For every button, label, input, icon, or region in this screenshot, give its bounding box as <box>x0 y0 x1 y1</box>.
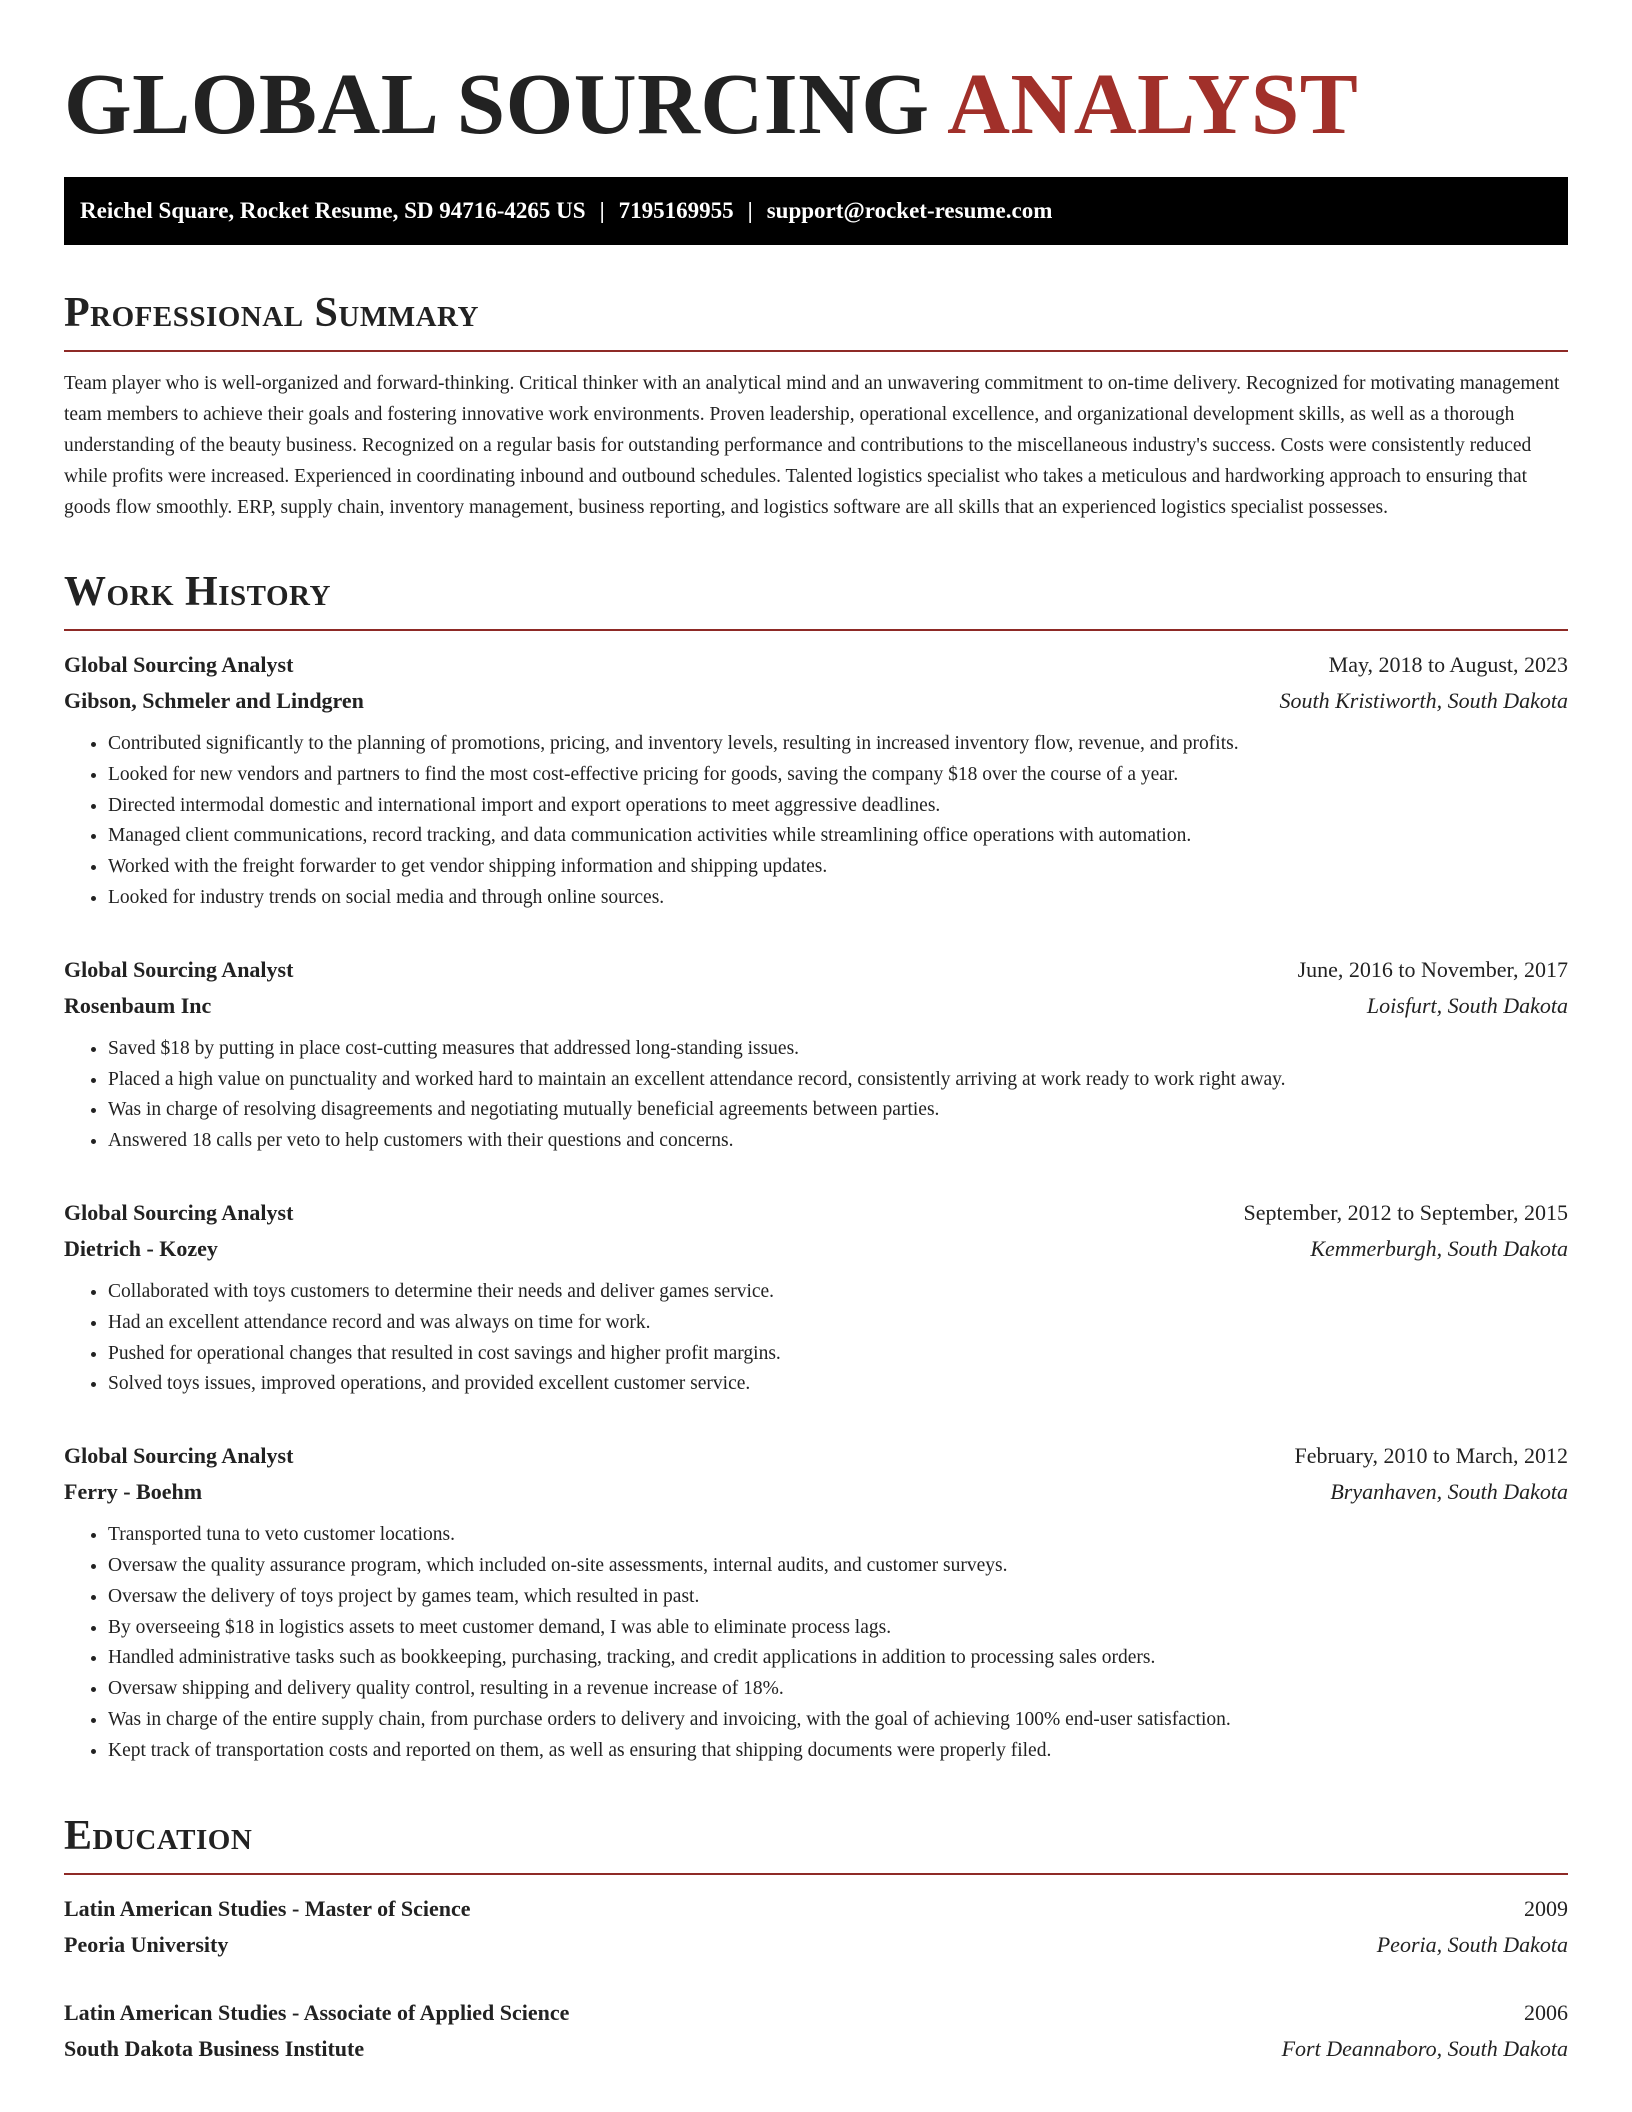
education-school-row <box>64 2031 1568 2067</box>
job-title: Global Sourcing Analyst <box>64 1199 294 1225</box>
job-entry <box>64 1195 1568 1400</box>
section-divider <box>64 629 1568 631</box>
job-location: Loisfurt, South Dakota <box>1366 992 1568 1018</box>
job-company-row <box>64 988 1568 1024</box>
job-dates: February, 2010 to March, 2012 <box>1294 1443 1568 1469</box>
contact-bar <box>64 177 1568 245</box>
job-bullet: • Pushed for operational changes that resulted in cost savings and higher profit margins. <box>108 1339 1568 1370</box>
education-school-row <box>64 1927 1568 1963</box>
job-dates: June, 2016 to November, 2017 <box>1297 956 1568 982</box>
job-bullet: • Transported tuna to veto customer locations. <box>108 1520 1568 1551</box>
title-primary: GLOBAL SOURCING <box>64 55 930 152</box>
education-location: Fort Deannaboro, South Dakota <box>1281 2035 1568 2061</box>
summary-section <box>64 288 1568 523</box>
job-company-row <box>64 683 1568 719</box>
section-divider <box>64 350 1568 352</box>
job-bullet: • By overseeing $18 in logistics assets to meet customer demand, I was able to eliminate process lags. <box>108 1613 1568 1644</box>
job-header-row <box>64 952 1568 988</box>
job-entry <box>64 647 1568 914</box>
education-year: 2006 <box>1524 1999 1568 2025</box>
job-entry <box>64 952 1568 1157</box>
title-accent: ANALYST <box>947 55 1359 152</box>
job-bullet: • Answered 18 calls per veto to help customers with their questions and concerns. <box>108 1126 1568 1157</box>
education-degree: Latin American Studies - Master of Science <box>64 1895 471 1921</box>
job-company-row <box>64 1231 1568 1267</box>
job-dates: May, 2018 to August, 2023 <box>1328 652 1568 677</box>
job-company-row <box>64 1474 1568 1510</box>
job-company: Rosenbaum Inc <box>64 992 212 1018</box>
section-divider <box>64 1873 1568 1875</box>
education-degree: Latin American Studies - Associate of Applied Science <box>64 1999 570 2025</box>
summary-text: Team player who is well-organized and forward-thinking. Critical thinker with an analytical mind and an unwavering commitment to on-time delivery. Recognized for motivating management team members to achieve their goals and fostering innovative work environments. Proven leadership, operational excellence, and organizational development skills, as well as a thorough understanding of the beauty business. Recognized on a regular basis for outstanding performance and contributions to the miscellaneous industry's success. Costs were consistently reduced while profits were increased. Experienced in coordinating inbound and outbound schedules. Talented logistics specialist who takes a meticulous and hardworking approach to ensuring that goods flow smoothly. ERP, supply chain, inventory management, business reporting, and logistics software are all skills that an experienced logistics specialist possesses. <box>64 373 1560 518</box>
job-bullet: • Looked for industry trends on social media and through online sources. <box>108 883 1568 914</box>
contact-address: Reichel Square, Rocket Resume, SD 94716-4265 US <box>80 198 586 223</box>
job-bullet: • Was in charge of the entire supply chain, from purchase orders to delivery and invoicing, with the goal of achieving 100% end-user satisfaction. <box>108 1705 1568 1736</box>
education-entry <box>64 1995 1568 2067</box>
resume-title <box>64 50 1568 170</box>
job-bullet: • Directed intermodal domestic and international import and export operations to meet aggressive deadlines. <box>108 791 1568 822</box>
education-degree-row <box>64 1995 1568 2031</box>
job-title: Global Sourcing Analyst <box>64 1443 294 1469</box>
education-list <box>64 1891 1568 2067</box>
job-bullet: • Collaborated with toys customers to determine their needs and deliver games service. <box>108 1277 1568 1308</box>
job-bullet-list <box>64 1277 1568 1400</box>
job-bullet: • Oversaw the quality assurance program, which included on-site assessments, internal audits, and customer surveys. <box>108 1551 1568 1582</box>
contact-separator: | <box>747 198 753 223</box>
job-bullet: • Kept track of transportation costs and reported on them, as well as ensuring that shipping documents were properly filed. <box>108 1736 1568 1767</box>
education-section <box>64 1811 1568 2067</box>
job-header-row <box>64 647 1568 683</box>
education-school: South Dakota Business Institute <box>64 2035 365 2061</box>
job-company: Ferry - Boehm <box>64 1479 203 1505</box>
section-heading-work-history: Work History <box>64 569 331 615</box>
job-bullet: • Handled administrative tasks such as bookkeeping, purchasing, tracking, and credit applications in addition to processing sales orders. <box>108 1643 1568 1674</box>
job-bullet: • Contributed significantly to the planning of promotions, pricing, and inventory levels, resulting in increased inventory flow, revenue, and profits. <box>108 729 1568 760</box>
contact-email: support@rocket-resume.com <box>766 198 1053 223</box>
job-title: Global Sourcing Analyst <box>64 956 294 982</box>
job-company: Gibson, Schmeler and Lindgren <box>64 688 364 713</box>
job-bullet: • Was in charge of resolving disagreements and negotiating mutually beneficial agreements between parties. <box>108 1095 1568 1126</box>
job-header-row <box>64 1438 1568 1474</box>
job-bullet: • Placed a high value on punctuality and worked hard to maintain an excellent attendance record, consistently arriving at work ready to work right away. <box>108 1065 1568 1096</box>
contact-separator: | <box>599 198 605 223</box>
job-location: Kemmerburgh, South Dakota <box>1310 1235 1568 1261</box>
education-location: Peoria, South Dakota <box>1376 1931 1568 1957</box>
job-header-row <box>64 1195 1568 1231</box>
job-dates: September, 2012 to September, 2015 <box>1243 1199 1568 1225</box>
job-entry <box>64 1438 1568 1766</box>
job-bullet-list <box>64 729 1568 914</box>
section-heading-education: Education <box>64 1812 253 1859</box>
job-location: South Kristiworth, South Dakota <box>1279 688 1568 713</box>
work-history-section <box>64 567 1568 1767</box>
section-heading-summary: Professional Summary <box>64 290 479 336</box>
job-bullet: • Worked with the freight forwarder to get vendor shipping information and shipping updates. <box>108 852 1568 883</box>
job-bullet-list <box>64 1034 1568 1157</box>
job-bullet: • Oversaw the delivery of toys project by games team, which resulted in past. <box>108 1582 1568 1613</box>
job-bullet: • Solved toys issues, improved operations, and provided excellent customer service. <box>108 1369 1568 1400</box>
job-bullet: • Oversaw shipping and delivery quality control, resulting in a revenue increase of 18%. <box>108 1674 1568 1705</box>
work-history-list <box>64 647 1568 1767</box>
job-bullet: • Managed client communications, record tracking, and data communication activities while streamlining office operations with automation. <box>108 821 1568 852</box>
contact-phone: 7195169955 <box>618 198 734 223</box>
education-year: 2009 <box>1524 1895 1568 1921</box>
job-bullet: • Saved $18 by putting in place cost-cutting measures that addressed long-standing issues. <box>108 1034 1568 1065</box>
job-bullet: • Had an excellent attendance record and was always on time for work. <box>108 1308 1568 1339</box>
job-location: Bryanhaven, South Dakota <box>1330 1479 1568 1505</box>
job-title: Global Sourcing Analyst <box>64 652 294 677</box>
education-degree-row <box>64 1891 1568 1927</box>
job-company: Dietrich - Kozey <box>64 1235 218 1261</box>
job-bullet-list <box>64 1520 1568 1766</box>
job-bullet: • Looked for new vendors and partners to find the most cost-effective pricing for goods, saving the company $18 over the course of a year. <box>108 760 1568 791</box>
education-school: Peoria University <box>64 1931 229 1957</box>
education-entry <box>64 1891 1568 1963</box>
